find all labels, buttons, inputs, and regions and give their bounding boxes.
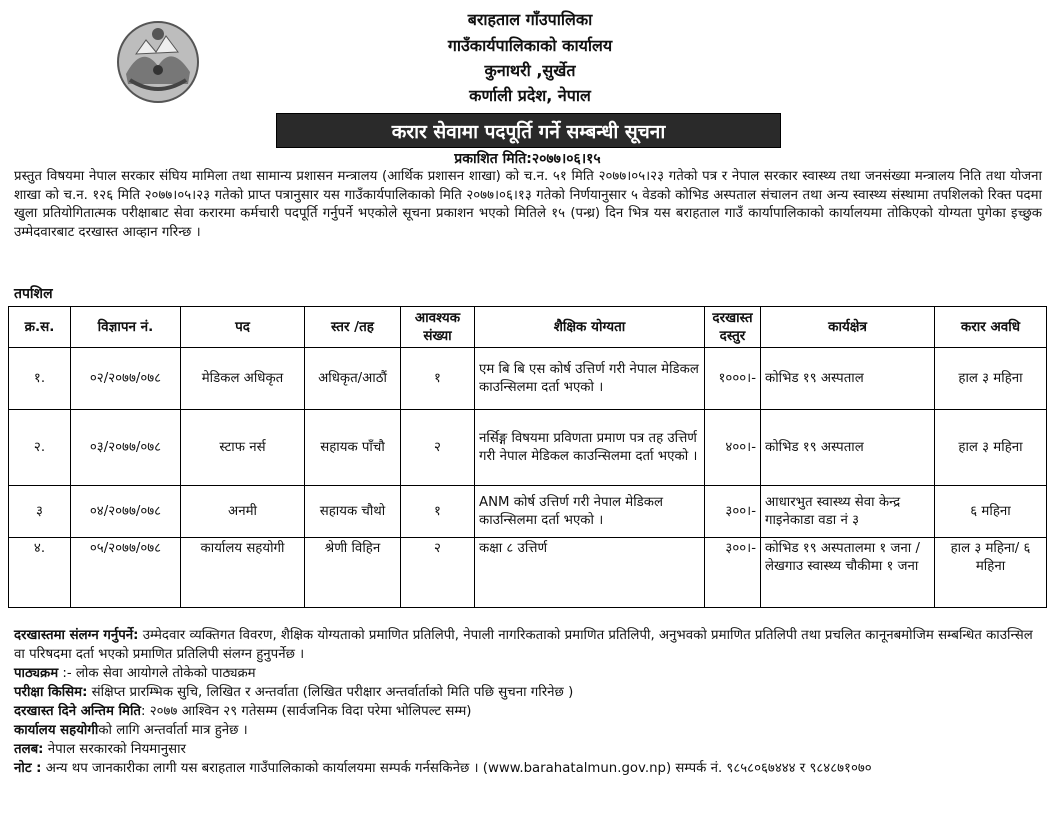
cell-qualification: कक्षा ८ उत्तिर्ण [475, 538, 705, 608]
cell-fee: ४००।- [705, 410, 761, 486]
contact-note [14, 759, 1044, 778]
salary-label: तलब: [14, 742, 44, 757]
cell-level: सहायक पाँचौ [305, 410, 401, 486]
cell-post: मेडिकल अधिकृत [181, 348, 305, 410]
header-sn: क्र.स. [9, 307, 71, 348]
cell-level: श्रेणी विहिन [305, 538, 401, 608]
office-name: गाउँकार्यपालिकाको कार्यालय [447, 36, 613, 55]
exam-label: परीक्षा किसिम: [14, 685, 88, 700]
cell-fee: १०००।- [705, 348, 761, 410]
table-row [9, 538, 1047, 608]
cell-advert-no: ०२/२०७७/०७८ [71, 348, 181, 410]
cell-fee: ३००।- [705, 486, 761, 538]
municipality-name: बराहताल गाँउपालिका [467, 10, 593, 29]
province-name: कर्णाली प्रदेश, नेपाल [469, 86, 591, 105]
cell-level: अधिकृत/आठौं [305, 348, 401, 410]
cell-sn: ३ [9, 486, 71, 538]
published-date: प्रकाशित मिति:२०७७।०६।१५ [454, 151, 601, 167]
header-contract-period: करार अवधि [935, 307, 1047, 348]
cell-post: कार्यालय सहयोगी [181, 538, 305, 608]
cell-sn: १. [9, 348, 71, 410]
table-header-row [9, 307, 1047, 348]
syllabus-note [14, 664, 1044, 683]
details-heading: तपशिल [14, 286, 53, 302]
table-row [9, 348, 1047, 410]
salary-text: नेपाल सरकारको नियमानुसार [43, 742, 186, 757]
cell-advert-no: ०५/२०७७/०७८ [71, 538, 181, 608]
cell-period: हाल ३ महिना [935, 410, 1047, 486]
cell-post: अनमी [181, 486, 305, 538]
deadline-label: दरखास्त दिने अन्तिम मिति [14, 704, 141, 719]
attachments-note [14, 626, 1044, 664]
cell-post: स्टाफ नर्स [181, 410, 305, 486]
nepal-emblem-icon [112, 14, 204, 106]
cell-period: हाल ३ महिना [935, 348, 1047, 410]
cell-workplace: कोभिड १९ अस्पतालमा १ जना / लेखगाउ स्वास्थ्य चौकीमा १ जना [761, 538, 935, 608]
cell-count: १ [401, 348, 475, 410]
notice-title: करार सेवामा पदपूर्ति गर्ने सम्बन्धी सूचना [276, 113, 781, 148]
deadline-note [14, 702, 1044, 721]
office-location: कुनाथरी ,सुर्खेत [484, 61, 576, 80]
exam-text: संक्षिप्त प्रारम्भिक सुचि, लिखित र अन्तर्वाता (लिखित परीक्षार अन्तर्वार्ताको मिति पछि सुचना गरिनेछ ) [87, 685, 574, 700]
header-qualification: शैक्षिक योग्यता [475, 307, 705, 348]
header-fee: दरखास्त दस्तुर [705, 307, 761, 348]
header-advert-no: विज्ञापन नं. [71, 307, 181, 348]
syllabus-label: पाठ्यक्रम [14, 666, 59, 681]
cell-workplace: कोभिड १९ अस्पताल [761, 348, 935, 410]
office-assistant-note [14, 721, 1044, 740]
exam-note [14, 683, 1044, 702]
cell-count: २ [401, 410, 475, 486]
cell-workplace: आधारभुत स्वास्थ्य सेवा केन्द्र गाइनेकाडा वडा नं ३ [761, 486, 935, 538]
cell-sn: २. [9, 410, 71, 486]
contact-text: अन्य थप जानकारीका लागी यस बराहताल गाउँपालिकाको कार्यालयमा सम्पर्क गर्नसकिनेछ । (www.barahatalmun.gov.np) सम्पर्क नं. ९८५८०६७४४४ र ९८४८७१०७० [41, 761, 872, 776]
syllabus-text: :- लोक सेवा आयोगले तोकेको पाठ्यक्रम [58, 666, 256, 681]
cell-workplace: कोभिड १९ अस्पताल [761, 410, 935, 486]
cell-qualification: एम बि बि एस कोर्ष उत्तिर्ण गरी नेपाल मेडिकल काउन्सिलमा दर्ता भएको । [475, 348, 705, 410]
header-post: पद [181, 307, 305, 348]
cell-advert-no: ०४/२०७७/०७८ [71, 486, 181, 538]
cell-period: हाल ३ महिना/ ६ महिना [935, 538, 1047, 608]
deadline-text: : २०७७ आश्विन २९ गतेसम्म (सार्वजनिक विदा परेमा भोलिपल्ट सम्म) [141, 704, 472, 719]
table-row [9, 486, 1047, 538]
header-level: स्तर /तह [305, 307, 401, 348]
cell-count: १ [401, 486, 475, 538]
office-assistant-text: को लागि अन्तर्वार्ता मात्र हुनेछ । [98, 723, 248, 738]
cell-count: २ [401, 538, 475, 608]
attachments-label: दरखास्तमा संलग्न गर्नुपर्ने: [14, 628, 139, 643]
contact-label: नोट : [14, 761, 42, 776]
notes-section [14, 626, 1044, 778]
table-row [9, 410, 1047, 486]
cell-fee: ३००।- [705, 538, 761, 608]
cell-advert-no: ०३/२०७७/०७८ [71, 410, 181, 486]
header-required-count: आवश्यक संख्या [401, 307, 475, 348]
office-assistant-label: कार्यालय सहयोगी [14, 723, 99, 738]
attachments-text: उम्मेदवार व्यक्तिगत विवरण, शैक्षिक योग्यताको प्रमाणित प्रतिलिपी, नेपाली नागरिकताको प्रमाणित प्रतिलिपी, अनुभवको प्रमाणित प्रतिलिपी तथा प्रचलित कानूनबमोजिम सम्बन्धित काउन्सिल वा परिषदमा दर्ता भएको प्रमाणित प्रतिलिपी संलग्न हुनुपर्नेछ । [14, 628, 1033, 662]
cell-level: सहायक चौथो [305, 486, 401, 538]
cell-sn: ४. [9, 538, 71, 608]
cell-period: ६ महिना [935, 486, 1047, 538]
header-workplace: कार्यक्षेत्र [761, 307, 935, 348]
salary-note [14, 740, 1044, 759]
cell-qualification: ANM कोर्ष उत्तिर्ण गरी नेपाल मेडिकल काउन्सिलमा दर्ता भएको । [475, 486, 705, 538]
vacancy-table [8, 306, 1047, 608]
intro-paragraph: प्रस्तुत विषयमा नेपाल सरकार संघिय मामिला तथा सामान्य प्रशासन मन्त्रालय (आर्थिक प्रशासन शाखा) को च.न. ५१ मिति २०७७।०५।२३ गतेको पत्र र नेपाल सरकार स्वास्थ्य तथा जनसंख्या मन्त्रालय निति तथा योजना शाखा को च.न. १२६ मिति २०७७।०५।२३ गतेको प्राप्त पत्रानुसार यस गाउँकार्यपालिकाको मिति २०७७।०६।१३ गतेको निर्णयानुसार ५ वेडको कोभिड अस्पताल संचालन तथा अन्य स्वास्थ्य संस्थामा तपशिलको रिक्त पदमा खुला प्रतियोगितात्मक परीक्षाबाट सेवा करारमा कर्मचारी पदपूर्ति गर्नुपर्ने भएकोले सूचना प्रकाशन भएको मितिले १५ (पन्ध्र) दिन भित्र यस बराहताल गाउँ कार्यापालिकाको कार्यालयमा तोकिएको योग्यता पुगेका इच्छुक उम्मेदवारबाट दरखास्त आव्हान गरिन्छ । [14, 169, 1042, 240]
cell-qualification: नर्सिङ्ग विषयमा प्रविणता प्रमाण पत्र तह उत्तिर्ण गरी नेपाल मेडिकल काउन्सिलमा दर्ता भएको । [475, 410, 705, 486]
